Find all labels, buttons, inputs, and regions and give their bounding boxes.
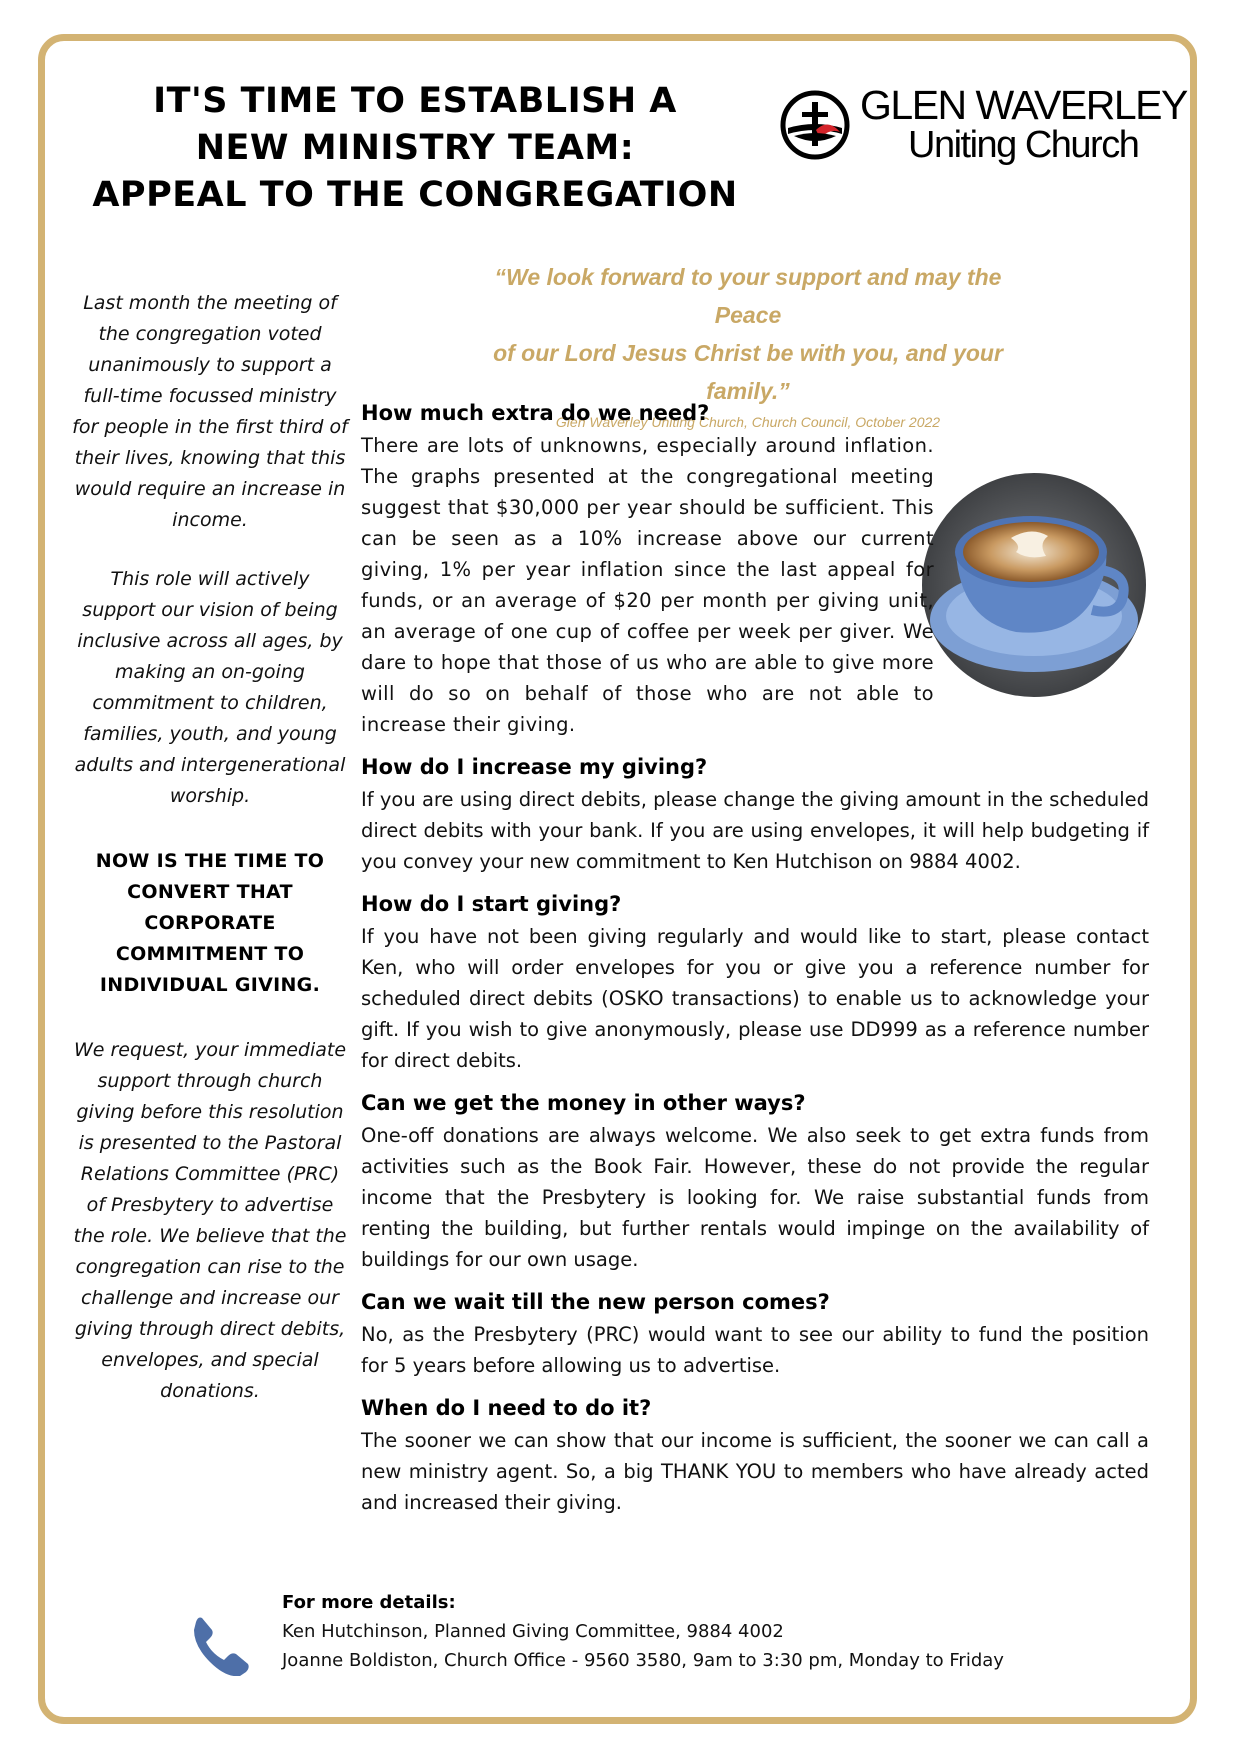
phone-icon bbox=[190, 1614, 250, 1676]
logo-name-line-1: GLEN WAVERLEY bbox=[860, 82, 1187, 128]
sidebar-paragraph-3: We request, your immediate support through church giving before this resolution is presented to the Pastoral Relations Committee (PRC) of Presbytery to advertise the role. We believe that the congregation can rise to the challenge and increase our giving through direct debits, envelopes, and special donations. bbox=[73, 1039, 347, 1402]
page-title bbox=[60, 78, 770, 219]
sidebar-paragraph-1: Last month the meeting of the congregation voted unanimously to support a full-time focussed ministry for people in the first third of their lives, knowing that this would require an increase in income. bbox=[72, 292, 348, 531]
sidebar-callout: NOW IS THE TIME TO CONVERT THAT CORPORATE COMMITMENT TO INDIVIDUAL GIVING. bbox=[95, 850, 325, 996]
sidebar-column bbox=[72, 288, 348, 1407]
title-line-3: APPEAL TO THE CONGREGATION bbox=[92, 175, 738, 215]
section-heading-6: When do I need to do it? bbox=[361, 1396, 652, 1420]
title-line-2: NEW MINISTRY TEAM: bbox=[195, 128, 635, 168]
section-heading-4: Can we get the money in other ways? bbox=[361, 1091, 806, 1115]
logo-name-line-2: Uniting Church bbox=[908, 124, 1139, 166]
footer-heading: For more details: bbox=[282, 1592, 456, 1613]
uniting-church-emblem-icon bbox=[780, 90, 850, 160]
quote-line-2: of our Lord Jesus Christ be with you, and your family.” bbox=[493, 340, 1003, 404]
section-heading-5: Can we wait till the new person comes? bbox=[361, 1290, 830, 1314]
sidebar-paragraph-2: This role will actively support our vision of being inclusive across all ages, by making an on-going commitment to children, families, youth, and young adults and intergenerational worship. bbox=[74, 568, 346, 807]
section-body-3: If you have not been giving regularly and would like to start, please contact Ken, who will order envelopes for you or give you a reference number for scheduled direct debits (OSKO transactions) to enable us to acknowledge your gift. If you wish to give anonymously, please use DD999 as a reference number for direct debits. bbox=[361, 925, 1149, 1072]
section-body-5: No, as the Presbytery (PRC) would want to see our ability to fund the position for 5 years before allowing us to advertise. bbox=[361, 1323, 1149, 1377]
title-line-1: IT'S TIME TO ESTABLISH A bbox=[153, 81, 677, 121]
section-heading-1: How much extra do we need? bbox=[361, 401, 710, 425]
section-body-2: If you are using direct debits, please change the giving amount in the scheduled direct debits with your bank. If you are using envelopes, it will help budgeting if you convey your new commitment to Ken Hutchison on 9884 4002. bbox=[361, 788, 1149, 873]
footer-text bbox=[282, 1588, 1004, 1675]
main-content bbox=[361, 396, 1149, 1528]
section-body-1: There are lots of unknowns, especially around inflation. The graphs presented at the congregational meeting suggest that $30,000 per year should be sufficient. This can be seen as a 10% increase above our current giving, 1% per year inflation since the last appeal for funds, or an average of $20 per month per giving unit, an average of one cup of coffee per week per giver. We dare to hope that those of us who are able to give more will do so on behalf of those who are not able to increase their giving. bbox=[361, 434, 934, 736]
section-heading-3: How do I start giving? bbox=[361, 892, 622, 916]
footer-contact-2: Joanne Boldiston, Church Office - 9560 3580, 9am to 3:30 pm, Monday to Friday bbox=[282, 1650, 1004, 1671]
section-body-4: One-off donations are always welcome. We also seek to get extra funds from activities such as the Book Fair. However, these do not provide the regular income that the Presbytery is looking for. We raise substantial funds from renting the building, but further rentals would impinge on the availability of buildings for our own usage. bbox=[361, 1124, 1149, 1271]
quote-attribution: Glen Waverley Uniting Church, Church Council, October 2022 bbox=[555, 414, 941, 430]
section-heading-2: How do I increase my giving? bbox=[361, 755, 708, 779]
quote-line-1: “We look forward to your support and may the Peace bbox=[494, 264, 1002, 328]
footer-contact-1: Ken Hutchinson, Planned Giving Committee, 9884 4002 bbox=[282, 1621, 784, 1642]
church-logo bbox=[780, 82, 1187, 182]
section-body-6: The sooner we can show that our income is sufficient, the sooner we can call a new ministry agent. So, a big THANK YOU to members who have already acted and increased their giving. bbox=[361, 1429, 1149, 1514]
